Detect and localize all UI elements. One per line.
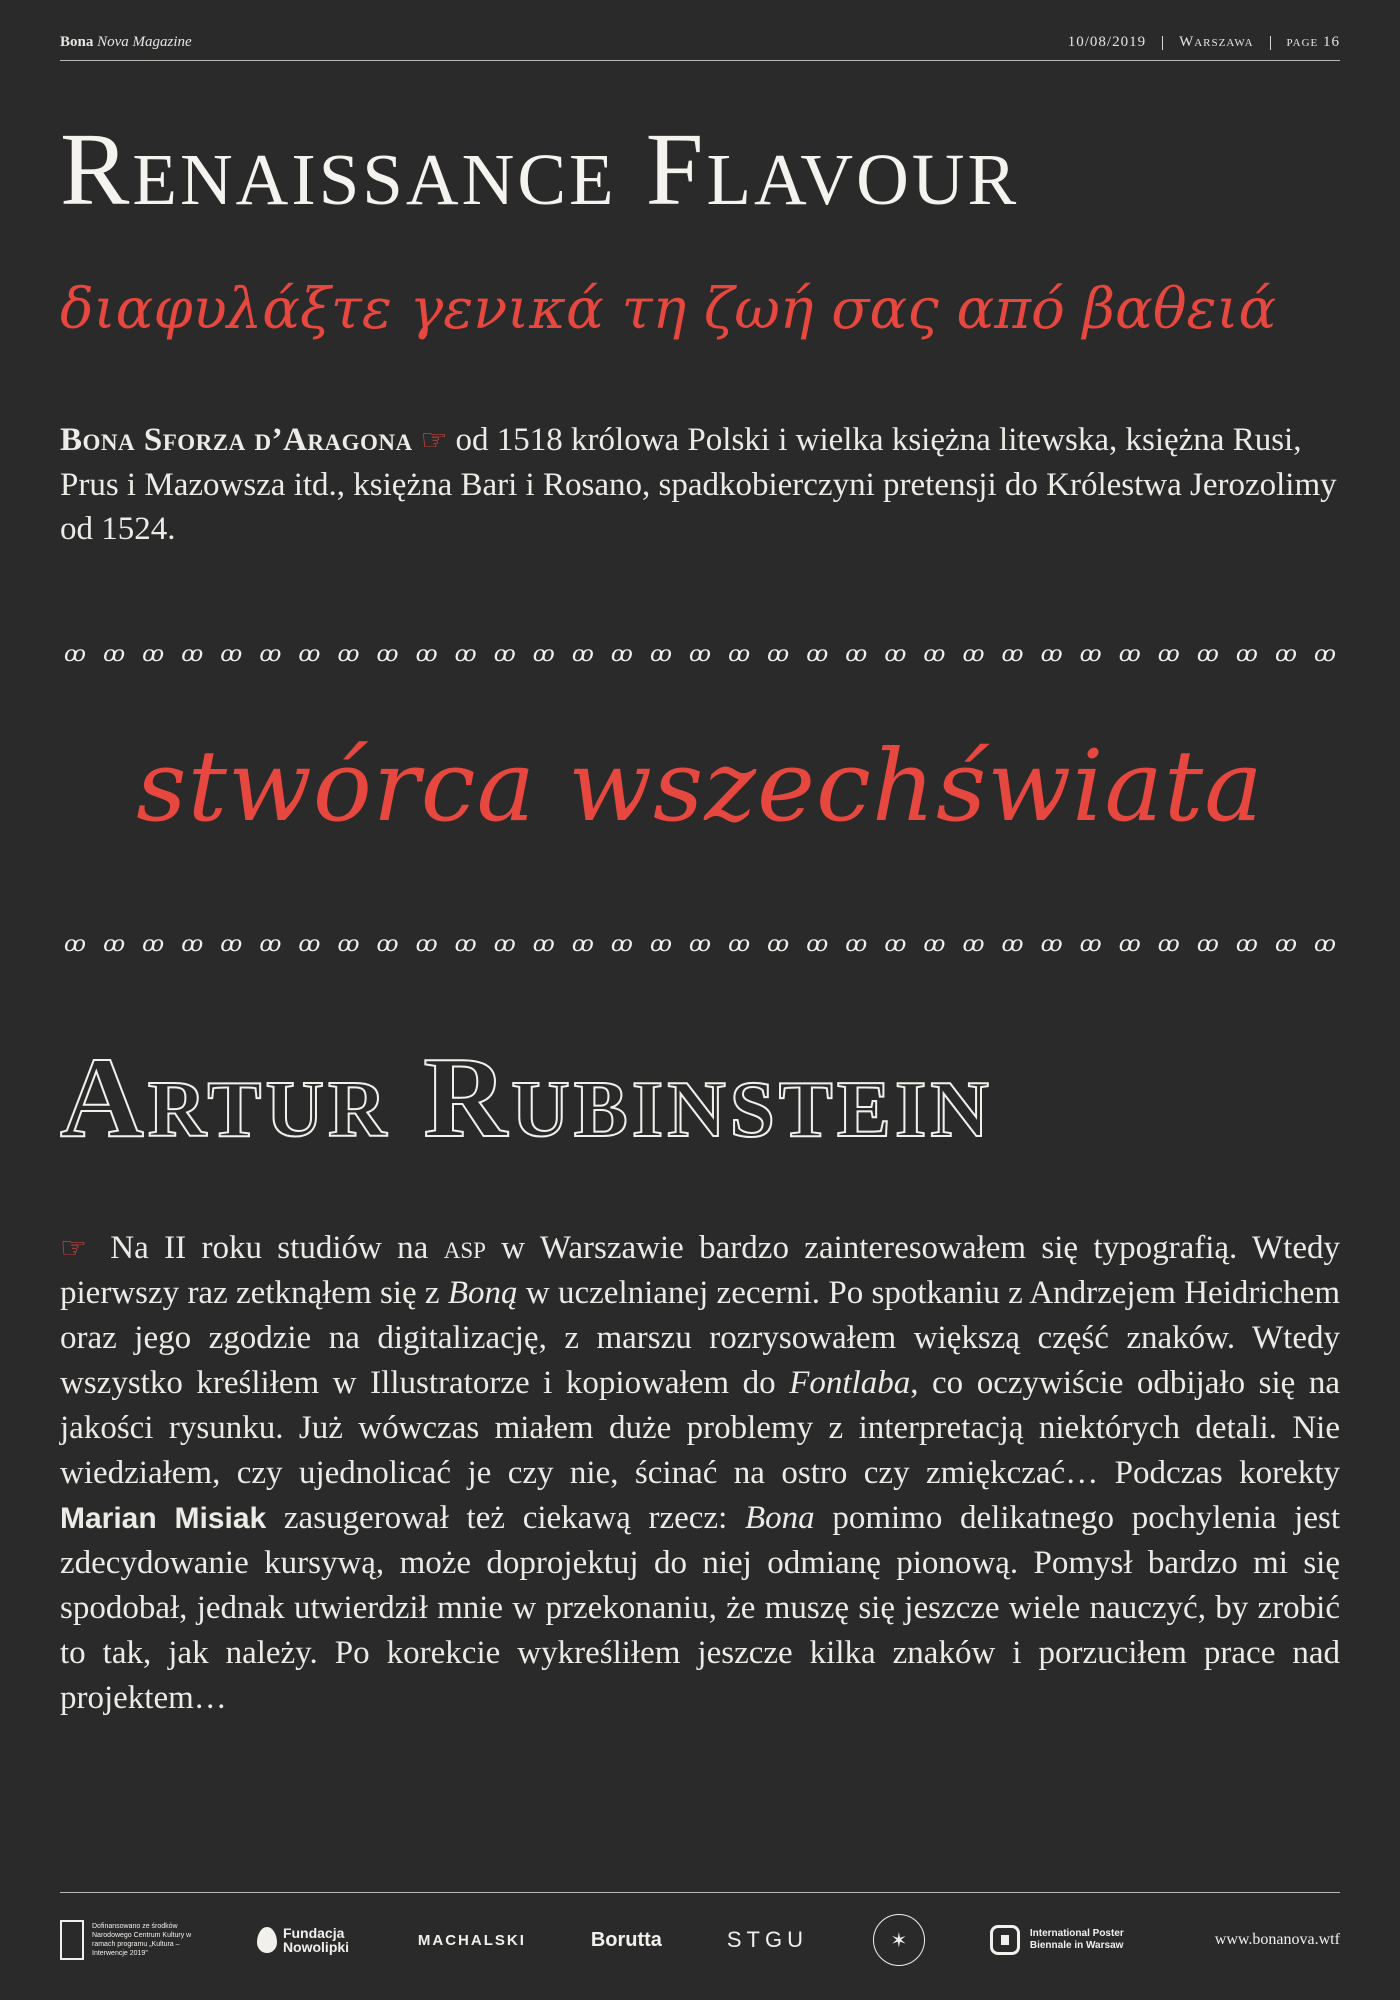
- ornament-glyph-icon: ꝏ: [1157, 644, 1180, 666]
- ornament-rule: [60, 934, 1340, 956]
- body-text: zasugerował też ciekawą rzecz:: [266, 1500, 745, 1536]
- body-text: Na II roku studiów na: [94, 1230, 444, 1266]
- ornament-glyph-icon: ꝏ: [806, 644, 829, 666]
- issue-date: 10/08/2019: [1067, 34, 1147, 50]
- ornament-glyph-icon: ꝏ: [571, 934, 594, 956]
- body-text-bold-name: Marian Misiak: [60, 1502, 267, 1535]
- ornament-glyph-icon: ꝏ: [493, 644, 516, 666]
- brand-subtitle: Nova Magazine: [97, 34, 192, 50]
- ornament-glyph-icon: ꝏ: [142, 934, 165, 956]
- ornament-glyph-icon: ꝏ: [64, 934, 86, 956]
- ornament-glyph-icon: ꝏ: [610, 644, 633, 666]
- biennale-mark-icon: [990, 1925, 1020, 1955]
- academy-seal-icon: ✶: [873, 1914, 925, 1966]
- sponsor-footer: [60, 1910, 1340, 1970]
- ornament-glyph-icon: ꝏ: [64, 644, 86, 666]
- ornament-glyph-icon: ꝏ: [767, 644, 790, 666]
- ornament-glyph-icon: ꝏ: [689, 934, 711, 956]
- page-header: [60, 30, 1340, 54]
- ornament-glyph-icon: ꝏ: [1001, 644, 1024, 666]
- ornament-glyph-icon: ꝏ: [845, 644, 868, 666]
- greek-specimen-line: διαφυλάξτε γενικά τη ζωή σας από βαθειά: [60, 277, 1277, 342]
- header-rule: [60, 60, 1340, 61]
- ornament-glyph-icon: ꝏ: [1274, 934, 1297, 956]
- ornament-glyph-icon: ꝏ: [806, 934, 829, 956]
- website-link[interactable]: www.bonanova.wtf: [1214, 1931, 1340, 1948]
- machalski-logo: MACHALSKI: [417, 1931, 526, 1949]
- ornament-glyph-icon: ꝏ: [532, 934, 555, 956]
- magazine-brand: [60, 34, 192, 51]
- ornament-glyph-icon: ꝏ: [454, 934, 477, 956]
- ornament-glyph-icon: ꝏ: [1079, 644, 1102, 666]
- article-body: [60, 1226, 1340, 1721]
- ornament-glyph-icon: ꝏ: [923, 934, 946, 956]
- ornament-glyph-icon: ꝏ: [610, 934, 633, 956]
- intro-text: od 1518 królowa Polski i wielka księżna litewska, księżna Rusi, Prus i Mazowsza itd., księżna Bari i Rosano, spadkobierczyni pretensji do Królestwa Jerozolimy od 1524.: [60, 422, 1337, 547]
- ornament-glyph-icon: ꝏ: [884, 934, 907, 956]
- ornament-glyph-icon: ꝏ: [1196, 934, 1219, 956]
- borutta-logo: Borutta: [590, 1928, 662, 1951]
- ornament-glyph-icon: ꝏ: [298, 644, 321, 666]
- footer-rule: [60, 1892, 1340, 1893]
- biennale-label: International Poster Biennale in Warsaw: [1029, 1928, 1124, 1951]
- body-text-italic: Fontlaba: [789, 1365, 911, 1401]
- pointing-hand-icon: ☞: [420, 424, 448, 457]
- ornament-glyph-icon: ꝏ: [1274, 644, 1297, 666]
- ornament-glyph-icon: ꝏ: [962, 934, 985, 956]
- ornament-glyph-icon: ꝏ: [728, 934, 751, 956]
- pointing-hand-icon: ☞: [60, 1232, 87, 1265]
- body-text: w Warszawie bardzo zainteresowałem się typografią. Wtedy pierwszy raz zetknąłem się z: [60, 1230, 1340, 1311]
- poster-biennale-logo: [990, 1925, 1150, 1955]
- ornament-glyph-icon: ꝏ: [571, 644, 594, 666]
- ornament-glyph-icon: ꝏ: [1079, 934, 1102, 956]
- ornament-glyph-icon: ꝏ: [923, 644, 946, 666]
- ornament-glyph-icon: ꝏ: [1118, 934, 1141, 956]
- fundacja-nowolipki-logo: [257, 1926, 353, 1954]
- ornament-glyph-icon: ꝏ: [142, 644, 165, 666]
- article-title: Artur Rubinstein: [60, 1034, 993, 1162]
- ornament-glyph-icon: ꝏ: [376, 644, 399, 666]
- ornament-glyph-icon: ꝏ: [376, 934, 399, 956]
- ornament-glyph-icon: ꝏ: [1314, 934, 1336, 956]
- drop-icon: [257, 1927, 277, 1953]
- ornament-glyph-icon: ꝏ: [103, 934, 126, 956]
- ornament-glyph-icon: ꝏ: [259, 934, 282, 956]
- body-text: , co oczywiście odbijało się na jakości rysunku. Już wówczas miałem duże problemy z interpretacją niektórych detali. Nie wiedziałem, czy ujednolicać je czy nie, ścinać na ostro czy zmiękczać… Podczas korekty: [60, 1365, 1341, 1491]
- ornament-glyph-icon: ꝏ: [181, 644, 204, 666]
- display-specimen-line: stwórca wszechświata: [136, 730, 1264, 844]
- ornament-glyph-icon: ꝏ: [845, 934, 868, 956]
- body-text-asp: asp: [443, 1230, 486, 1266]
- ornament-rule: [60, 644, 1340, 666]
- fundacja-label: Fundacja Nowolipki: [282, 1925, 350, 1955]
- ornament-glyph-icon: ꝏ: [532, 644, 555, 666]
- ncc-funding-text: Dofinansowano ze środków Narodowego Centrum Kultury w ramach programu „Kultura – Interwencje 2019”: [92, 1923, 192, 1957]
- ornament-glyph-icon: ꝏ: [454, 644, 477, 666]
- ornament-glyph-icon: ꝏ: [220, 644, 243, 666]
- ncc-logo: [60, 1920, 192, 1960]
- magazine-page: [60, 0, 1340, 2000]
- stgu-logo: STGU: [726, 1927, 808, 1952]
- header-meta: [1052, 34, 1340, 51]
- intro-paragraph: [60, 418, 1340, 551]
- ornament-glyph-icon: ꝏ: [728, 644, 751, 666]
- ornament-glyph-icon: ꝏ: [649, 934, 672, 956]
- ornament-glyph-icon: ꝏ: [1314, 644, 1336, 666]
- ornament-glyph-icon: ꝏ: [337, 934, 360, 956]
- ornament-glyph-icon: ꝏ: [259, 644, 282, 666]
- ornament-glyph-icon: ꝏ: [1196, 644, 1219, 666]
- body-text-italic: Bona: [744, 1500, 815, 1536]
- ornament-glyph-icon: ꝏ: [298, 934, 321, 956]
- ornament-glyph-icon: ꝏ: [1235, 934, 1258, 956]
- ornament-glyph-icon: ꝏ: [1001, 934, 1024, 956]
- ornament-glyph-icon: ꝏ: [962, 644, 985, 666]
- ornament-glyph-icon: ꝏ: [1118, 644, 1141, 666]
- intro-name: Bona Sforza d’Aragona: [60, 422, 413, 458]
- ornament-glyph-icon: ꝏ: [181, 934, 204, 956]
- body-text: pomimo delikatnego pochylenia jest zdecydowanie kursywą, może doprojektuj do niej odmianę pionową. Pomysł bardzo mi się spodobał, jednak utwierdził mnie w przekonaniu, że muszę się jeszcze wiele nauczyć, by zrobić to tak, jak należy. Po korekcie wykreśliłem jeszcze kilka znaków i porzuciłem prace nad projektem…: [60, 1500, 1340, 1716]
- ornament-glyph-icon: ꝏ: [649, 644, 672, 666]
- ornament-glyph-icon: ꝏ: [689, 644, 711, 666]
- body-text-italic: Boną: [447, 1275, 518, 1311]
- ornament-glyph-icon: ꝏ: [884, 644, 907, 666]
- page-number: page 16: [1286, 34, 1340, 50]
- ornament-glyph-icon: ꝏ: [220, 934, 243, 956]
- page-title: Renaissance Flavour: [60, 112, 1020, 227]
- body-text: w uczelnianej zecerni. Po spotkaniu z Andrzejem Heidrichem oraz jego zgodzie na digitalizację, z marszu rozrysowałem większą część znaków. Wtedy wszystko kreśliłem w Illustratorze i kopiowałem do: [60, 1275, 1340, 1401]
- ornament-glyph-icon: ꝏ: [1040, 644, 1063, 666]
- ornament-glyph-icon: ꝏ: [415, 644, 438, 666]
- ornament-glyph-icon: ꝏ: [103, 644, 126, 666]
- ornament-glyph-icon: ꝏ: [415, 934, 438, 956]
- ornament-glyph-icon: ꝏ: [337, 644, 360, 666]
- ornament-glyph-icon: ꝏ: [493, 934, 516, 956]
- brand-bona: Bona: [60, 34, 94, 50]
- ornament-glyph-icon: ꝏ: [1040, 934, 1063, 956]
- ornament-glyph-icon: ꝏ: [1157, 934, 1180, 956]
- ornament-glyph-icon: ꝏ: [1235, 644, 1258, 666]
- issue-city: Warszawa: [1179, 34, 1254, 50]
- ornament-glyph-icon: ꝏ: [767, 934, 790, 956]
- ncc-mark-icon: [60, 1920, 84, 1960]
